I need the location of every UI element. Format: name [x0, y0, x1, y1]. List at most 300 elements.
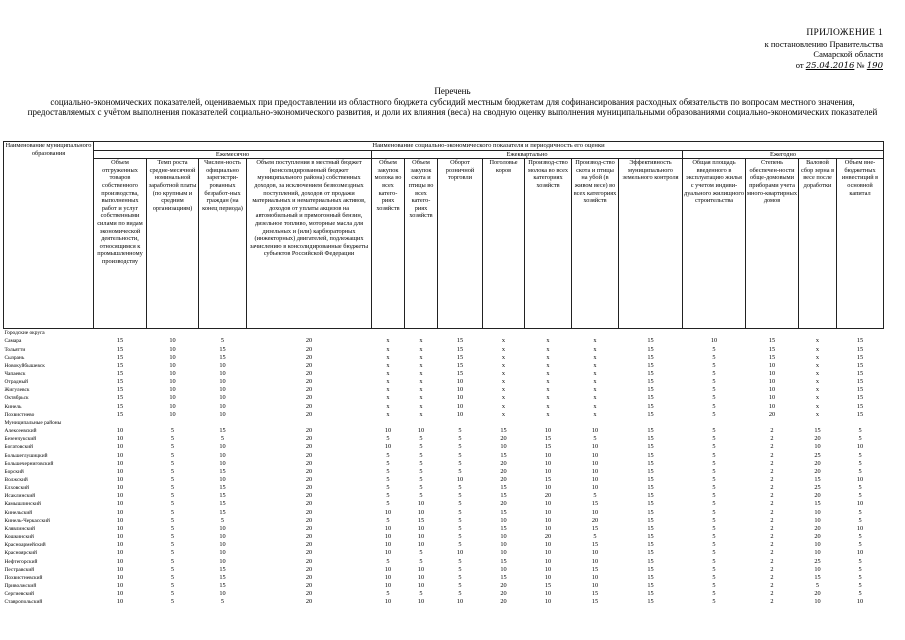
weight-cell: 5 — [386, 484, 390, 492]
weight-cell: 10 — [116, 590, 124, 598]
weight-cell: 10 — [219, 361, 226, 369]
weight-cell: 10 — [768, 402, 776, 410]
weight-cell: 20 — [305, 361, 313, 369]
weight-cell: 2 — [770, 573, 774, 581]
weight-cell: 5 — [458, 435, 462, 443]
table-row — [4, 598, 884, 606]
header-indicator-7: Оборот розничной торговли — [438, 159, 483, 329]
table-row — [4, 476, 884, 484]
weight-cell: x — [386, 410, 390, 418]
weight-cell: 5 — [419, 467, 423, 475]
weight-cell: 5 — [712, 345, 716, 353]
table-row — [4, 590, 884, 598]
weight-cell: 10 — [591, 476, 599, 483]
weight-cell: 5 — [170, 524, 175, 532]
table-row — [4, 346, 884, 354]
weight-cell: 20 — [305, 524, 313, 532]
weight-cell: 10 — [116, 500, 124, 508]
weight-cell: 20 — [500, 476, 507, 483]
weight-cell: 20 — [500, 435, 507, 443]
header-indicator-11: Эффективность муниципального земельного контроля — [619, 159, 683, 329]
weight-cell: 2 — [770, 524, 774, 532]
weight-cell: 10 — [219, 549, 226, 557]
weight-cell: 10 — [116, 484, 124, 492]
weight-cell: x — [593, 361, 597, 369]
weight-cell: 10 — [219, 590, 226, 598]
header-indicator-9: Производ-ство молока во всех категориях хозяйств — [525, 159, 572, 329]
header-indicator-5: Объем закупок молока во всех катего-риях хозяйств — [372, 159, 405, 329]
weight-cell: 15 — [647, 598, 654, 606]
weight-cell: 5 — [712, 582, 716, 590]
weight-cell: 10 — [116, 582, 124, 590]
weight-cell: 20 — [305, 508, 313, 516]
weight-cell: 10 — [544, 524, 552, 532]
weight-cell: 15 — [544, 435, 552, 443]
header-quarterly: Ежеквартально — [372, 150, 683, 159]
municipality-name: Безенчукский — [4, 436, 37, 443]
weight-cell: 5 — [458, 451, 462, 459]
weight-cell: x — [501, 337, 506, 345]
weight-cell: 15 — [591, 565, 599, 573]
weight-cell: 5 — [419, 476, 423, 483]
annex-date-prefix: от — [795, 59, 804, 70]
weight-cell: 15 — [647, 524, 654, 532]
weight-cell: 15 — [647, 541, 654, 549]
weight-cell: 20 — [305, 476, 313, 483]
weight-cell: 20 — [814, 435, 821, 443]
weight-cell: 15 — [647, 459, 654, 467]
weight-cell: 15 — [500, 427, 507, 435]
weight-cell: 15 — [116, 353, 124, 361]
weight-cell: 20 — [305, 427, 313, 435]
weight-cell: 20 — [305, 410, 313, 418]
weight-cell: 10 — [591, 549, 599, 557]
weight-cell: 5 — [220, 337, 225, 345]
municipality-name: Камышлинский — [4, 501, 41, 508]
weight-cell: 2 — [770, 459, 774, 467]
municipality-name: Большеглушицкий — [4, 452, 48, 459]
weight-cell: 15 — [647, 435, 654, 443]
weight-cell: 10 — [219, 557, 226, 565]
weight-cell: 15 — [856, 353, 864, 361]
weight-cell: 10 — [169, 345, 176, 353]
weight-cell: x — [546, 394, 550, 402]
weight-cell: x — [419, 337, 423, 345]
weight-cell: 10 — [591, 573, 599, 581]
weight-cell: 5 — [170, 541, 175, 549]
weight-cell: 10 — [384, 427, 392, 435]
weight-cell: 20 — [814, 492, 821, 500]
municipality-name: Сергиевский — [4, 591, 35, 598]
weight-cell: 5 — [858, 492, 862, 500]
weight-cell: 5 — [712, 508, 716, 516]
table-row — [4, 427, 884, 435]
weight-cell: 10 — [116, 524, 124, 532]
municipality-name: Борский — [4, 468, 24, 475]
weight-cell: 20 — [305, 443, 313, 451]
weight-cell: 10 — [169, 410, 176, 418]
municipality-name: Пестравский — [4, 566, 35, 573]
table-row — [4, 566, 884, 574]
weight-cell: 5 — [170, 573, 175, 581]
weight-cell: 20 — [305, 345, 313, 353]
title-heading: Перечень — [434, 86, 471, 96]
table-row — [4, 492, 884, 500]
municipality-name: Похвистневский — [4, 574, 43, 581]
weight-cell: 10 — [544, 508, 552, 516]
weight-cell: 15 — [647, 476, 654, 483]
weight-cell: 5 — [458, 524, 462, 532]
weight-cell: x — [386, 361, 390, 369]
weight-cell: 10 — [500, 516, 507, 524]
table-row — [4, 452, 884, 460]
weight-cell: 15 — [116, 394, 124, 402]
weight-cell: 10 — [116, 443, 124, 451]
weight-cell: 5 — [458, 533, 462, 541]
weight-cell: 20 — [305, 353, 313, 361]
weight-cell: x — [419, 361, 423, 369]
weight-cell: 10 — [169, 378, 176, 386]
weight-cell: 5 — [712, 590, 716, 598]
weight-cell: 10 — [219, 524, 226, 532]
header-indicator-8: Поголовье коров — [483, 159, 525, 329]
weight-cell: x — [593, 378, 597, 386]
table-row — [4, 386, 884, 394]
weight-cell: x — [546, 410, 550, 418]
table-row — [4, 460, 884, 468]
weight-cell: 5 — [170, 492, 175, 500]
weight-cell: 20 — [305, 557, 313, 565]
weight-cell: 10 — [544, 590, 552, 598]
header-name-column: Наименование муниципального образования — [4, 142, 94, 329]
weight-cell: 5 — [712, 402, 716, 410]
weight-cell: x — [593, 386, 597, 394]
weight-cell: x — [815, 378, 820, 386]
weight-cell: x — [593, 394, 597, 402]
weight-cell: 10 — [814, 541, 821, 549]
weight-cell: 20 — [305, 402, 313, 410]
header-indicator-3: Числен-ность официально зарегистри-рованных безработ-ных граждан (на конец периода) — [199, 159, 247, 329]
weight-cell: 10 — [219, 443, 226, 451]
weight-cell: x — [815, 386, 820, 394]
weight-cell: 10 — [116, 476, 124, 483]
weight-cell: 15 — [116, 361, 124, 369]
weight-cell: 15 — [856, 369, 864, 377]
weight-cell: 5 — [858, 516, 862, 524]
weight-cell: 15 — [116, 337, 124, 345]
weight-cell: x — [419, 353, 423, 361]
weight-cell: 5 — [170, 427, 175, 435]
weight-cell: 15 — [591, 541, 599, 549]
header-indicator-13: Степень обеспечен-ности обще-домовыми приборами учета много-квартирных домов — [746, 159, 799, 329]
weight-cell: x — [501, 345, 506, 353]
weight-cell: 10 — [856, 443, 864, 451]
weight-cell: 15 — [647, 345, 654, 353]
weight-cell: 2 — [770, 541, 774, 549]
weight-cell: 2 — [770, 549, 774, 557]
weight-cell: 5 — [712, 353, 716, 361]
weight-cell: x — [593, 369, 597, 377]
weight-cell: 15 — [219, 345, 226, 353]
weight-cell: 20 — [305, 541, 313, 549]
table-row — [4, 500, 884, 508]
weight-cell: x — [815, 361, 820, 369]
weight-cell: 5 — [712, 524, 716, 532]
weight-cell: 10 — [219, 476, 226, 483]
weight-cell: 20 — [814, 590, 821, 598]
header-indicator-4: Объем поступления в местный бюджет (консолидированный бюджет муниципального района) собственных доходов, за исключением безвозмездных поступлений, доходов от продажи материальных и нематериальных активов, доходов от уплаты акцизов на автомобильный и прямогонный бензин, дизельное топливо, моторные масла для дизельных и (или) карбюраторных (инжекторных) двигателей, подлежащих зачислению в консолидированные бюджеты субъектов Российской Федерации — [247, 159, 372, 329]
weight-cell: 5 — [458, 500, 462, 508]
table-row — [4, 337, 884, 345]
weight-cell: 5 — [220, 598, 225, 606]
weight-cell: 10 — [591, 451, 599, 459]
weight-cell: 10 — [591, 582, 599, 590]
table-row — [4, 509, 884, 517]
weight-cell: 10 — [219, 402, 226, 410]
weight-cell: x — [815, 410, 820, 418]
weight-cell: 15 — [647, 369, 654, 377]
weight-cell: 2 — [770, 582, 774, 590]
header-indicator-15: Объем вне-бюджетных инвестиций в основной капитал — [837, 159, 884, 329]
weight-cell: 10 — [456, 476, 464, 483]
municipality-name: Богатовский — [4, 444, 34, 451]
weight-cell: 5 — [593, 492, 597, 500]
weight-cell: 5 — [858, 435, 862, 443]
weight-cell: 5 — [858, 582, 862, 590]
weight-cell: 10 — [768, 386, 776, 394]
weight-cell: 10 — [814, 598, 821, 606]
weight-cell: 5 — [458, 492, 462, 500]
weight-cell: x — [419, 402, 423, 410]
weight-cell: 2 — [770, 476, 774, 483]
header-indicator-14: Валовой сбор зерна в весе после доработки — [799, 159, 837, 329]
weight-cell: 15 — [814, 476, 821, 483]
table-row — [4, 574, 884, 582]
municipality-name: Отрадный — [4, 379, 29, 386]
weight-cell: 15 — [417, 516, 425, 524]
weight-cell: 20 — [305, 369, 313, 377]
weight-cell: 5 — [170, 598, 175, 606]
weight-cell: 2 — [770, 500, 774, 508]
weight-cell: x — [386, 394, 390, 402]
weight-cell: 5 — [170, 557, 175, 565]
weight-cell: 15 — [116, 386, 124, 394]
weight-cell: 10 — [384, 541, 392, 549]
municipality-name: Жигулевск — [4, 387, 30, 394]
table-row — [4, 443, 884, 451]
weight-cell: 15 — [500, 484, 507, 492]
weight-cell: x — [546, 369, 550, 377]
weight-cell: 10 — [116, 549, 124, 557]
weight-cell: 15 — [219, 484, 226, 492]
weight-cell: 15 — [647, 467, 654, 475]
weight-cell: 2 — [770, 516, 774, 524]
weight-cell: x — [386, 353, 390, 361]
weight-cell: 5 — [458, 557, 462, 565]
weight-cell: 2 — [770, 508, 774, 516]
weight-cell: 2 — [770, 427, 774, 435]
weight-cell: 15 — [116, 378, 124, 386]
header-main: Наименование социально-экономического показателя и периодичность его оценки — [94, 142, 884, 151]
weight-cell: 15 — [647, 533, 654, 541]
weight-cell: 5 — [220, 435, 225, 443]
weight-cell: 10 — [384, 549, 392, 557]
weight-cell: x — [419, 369, 423, 377]
weight-cell: 5 — [170, 590, 175, 598]
weight-cell: 10 — [591, 557, 599, 565]
weight-cell: 10 — [856, 549, 864, 557]
weight-cell: 10 — [456, 549, 464, 557]
weight-cell: 5 — [712, 410, 716, 418]
weight-cell: 5 — [712, 476, 716, 483]
weight-cell: 10 — [856, 476, 864, 483]
weight-cell: 10 — [116, 459, 124, 467]
weight-cell: 10 — [417, 533, 425, 541]
weight-cell: 5 — [858, 573, 862, 581]
weight-cell: 10 — [417, 541, 425, 549]
weight-cell: 15 — [456, 337, 464, 345]
weight-cell: 15 — [219, 492, 226, 500]
weight-cell: 20 — [500, 582, 507, 590]
document-title — [0, 86, 905, 118]
weight-cell: 15 — [647, 378, 654, 386]
weight-cell: 15 — [647, 402, 654, 410]
weight-cell: 20 — [814, 524, 821, 532]
table-row — [4, 468, 884, 476]
weight-cell: 10 — [814, 565, 821, 573]
weight-cell: 5 — [858, 590, 862, 598]
municipality-name: Клявлинский — [4, 525, 35, 532]
weight-cell: 15 — [219, 565, 226, 573]
weight-cell: 15 — [856, 386, 864, 394]
weight-cell: 5 — [815, 582, 820, 590]
weight-cell: 15 — [856, 361, 864, 369]
weight-cell: x — [815, 394, 820, 402]
weight-cell: 5 — [386, 492, 390, 500]
weight-cell: 5 — [858, 484, 862, 492]
weight-cell: 5 — [170, 435, 175, 443]
weight-cell: 5 — [712, 467, 716, 475]
weight-cell: 10 — [544, 557, 552, 565]
weight-cell: 10 — [169, 353, 176, 361]
weight-cell: 10 — [456, 410, 464, 418]
weight-cell: 10 — [544, 549, 552, 557]
weight-cell: 20 — [305, 492, 313, 500]
municipality-name: Большечерниговский — [4, 460, 54, 467]
weight-cell: 2 — [770, 598, 774, 606]
table-row — [4, 435, 884, 443]
municipality-name: Тольятти — [4, 346, 26, 353]
weight-cell: x — [386, 402, 390, 410]
annex-date-line — [623, 60, 883, 72]
weight-cell: 15 — [647, 590, 654, 598]
weight-cell: 5 — [712, 369, 716, 377]
weight-cell: 5 — [419, 459, 423, 467]
weight-cell: 15 — [647, 337, 654, 345]
weight-cell: 10 — [384, 533, 392, 541]
weight-cell: 15 — [856, 337, 864, 345]
weight-cell: 10 — [417, 500, 425, 508]
weight-cell: 20 — [305, 451, 313, 459]
weight-cell: x — [501, 361, 506, 369]
weight-cell: 5 — [419, 492, 423, 500]
weight-cell: 10 — [417, 427, 425, 435]
weight-cell: 2 — [770, 557, 774, 565]
weight-cell: 15 — [856, 345, 864, 353]
weight-cell: 10 — [544, 565, 552, 573]
weight-cell: 10 — [417, 565, 425, 573]
weight-cell: 5 — [712, 435, 716, 443]
weight-cell: 5 — [712, 549, 716, 557]
weight-cell: 10 — [219, 410, 226, 418]
weight-cell: 10 — [417, 573, 425, 581]
weight-cell: x — [419, 378, 423, 386]
weight-cell: 15 — [591, 500, 599, 508]
weight-cell: 5 — [858, 565, 862, 573]
weight-cell: 5 — [458, 459, 462, 467]
weight-cell: 15 — [500, 451, 507, 459]
municipality-name: Октябрьск — [4, 395, 29, 402]
weight-cell: 5 — [712, 484, 716, 492]
header-indicator-10: Производ-ство скота и птицы на убой (в живом весе) во всех категориях хозяйств — [572, 159, 619, 329]
table-row — [4, 525, 884, 533]
weight-cell: 10 — [116, 435, 124, 443]
weight-cell: 10 — [116, 557, 124, 565]
weight-cell: 10 — [456, 598, 464, 606]
header-annual: Ежегодно — [683, 150, 884, 159]
weight-cell: 5 — [858, 557, 862, 565]
section-row — [4, 329, 884, 338]
annex-number: 190 — [866, 60, 883, 71]
weight-cell: x — [386, 386, 390, 394]
weight-cell: x — [501, 378, 506, 386]
weight-cell: 5 — [858, 533, 862, 541]
weight-cell: 5 — [386, 590, 390, 598]
weight-cell: 10 — [116, 573, 124, 581]
weight-cell: 10 — [768, 394, 776, 402]
weight-cell: 15 — [647, 394, 654, 402]
table-row — [4, 549, 884, 557]
weight-cell: 15 — [219, 573, 226, 581]
weight-cell: x — [593, 410, 597, 418]
weight-cell: 20 — [305, 516, 313, 524]
weight-cell: x — [815, 337, 820, 345]
weight-cell: 10 — [591, 443, 599, 451]
weight-cell: 15 — [544, 582, 552, 590]
weight-cell: 10 — [384, 582, 392, 590]
weight-cell: 15 — [500, 573, 507, 581]
weight-cell: x — [419, 394, 423, 402]
weight-cell: 10 — [116, 533, 124, 541]
weight-cell: 10 — [169, 402, 176, 410]
weight-cell: x — [546, 378, 550, 386]
weight-cell: 5 — [712, 533, 716, 541]
weight-cell: 15 — [500, 492, 507, 500]
weight-cell: x — [386, 345, 390, 353]
table-row — [4, 370, 884, 378]
weight-cell: 15 — [856, 410, 864, 418]
weight-cell: x — [386, 369, 390, 377]
weight-cell: 2 — [770, 590, 774, 598]
weight-cell: 10 — [814, 516, 821, 524]
weight-cell: 15 — [768, 337, 776, 345]
weight-cell: 5 — [712, 557, 716, 565]
weight-cell: 5 — [170, 565, 175, 573]
weight-cell: 5 — [458, 427, 462, 435]
weight-cell: 10 — [856, 524, 864, 532]
weight-cell: 10 — [591, 467, 599, 475]
weight-cell: 15 — [856, 394, 864, 402]
